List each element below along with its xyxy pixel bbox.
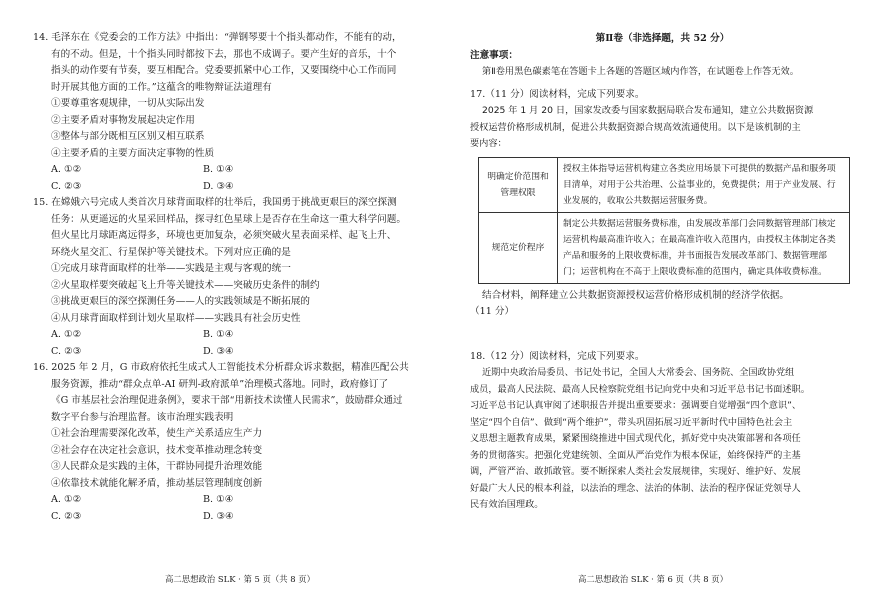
notice-text: 第Ⅱ卷用黑色碳素笔在答题卡上各题的答题区域内作答，在试题卷上作答无效。 bbox=[482, 66, 799, 77]
question-16 bbox=[33, 360, 438, 525]
table-row-label: 明确定价范围和管理权限 bbox=[479, 157, 558, 212]
q14-statement: ①要尊重客观规律，一切从实际出发 bbox=[51, 98, 205, 109]
q16-option-d: D. ③④ bbox=[203, 510, 234, 522]
q16-stem-line: 《G 市基层社会治理促进条例》，要求干部“用新技术读懂人民需求”，鼓励群众通过 bbox=[51, 395, 403, 406]
q16-stem-line: 16. 2025 年 2 月，G 市政府依托生成式人工智能技术分析群众诉求数据，精准匹配公共 bbox=[33, 362, 409, 373]
q14-statement: ④主要矛盾的主要方面决定事物的性质 bbox=[51, 147, 215, 159]
q15-option-b: B. ①④ bbox=[203, 329, 234, 340]
q18-material-line: 习近平总书记认真审阅了述职报告并提出重要要求：强调要自觉增强“四个意识”、 bbox=[470, 400, 802, 411]
q14-options-row bbox=[33, 162, 438, 179]
q15-stem-line: 15. 在嫦娥六号完成人类首次月球背面取样的壮举后，我国勇于挑战更艰巨的深空探测 bbox=[33, 197, 397, 208]
q16-option-a: A. ①② bbox=[51, 494, 82, 505]
q16-stem-line: 服务资源，推动“群众点单-AI 研判-政府派单”治理模式落地。同时，政府修订了 bbox=[51, 378, 389, 390]
q15-statement: ③挑战更艰巨的深空探测任务——人的实践领域是不断拓展的 bbox=[51, 296, 311, 307]
q17-intro-line: 授权运营价格形成机制，促进公共数据资源合规高效流通使用。以下是该机制的主 bbox=[470, 121, 801, 133]
q14-options-row bbox=[33, 179, 438, 196]
table-row-label: 规范定价程序 bbox=[479, 212, 558, 283]
q15-stem-line: 但火星比月球距离远得多，环境也更加复杂，必须突破火星表面采样、起飞上升、 bbox=[51, 230, 397, 241]
q16-options-row bbox=[33, 492, 438, 509]
q15-stem-line: 任务：从更遥远的火星采回样品，探寻红色星球上是否存在生命这一重大科学问题。 bbox=[51, 213, 406, 225]
q18-material-line: 民有效治国理政。 bbox=[470, 499, 544, 510]
q18-material-line: 坚定“四个自信”、做到“两个维护”，带头巩固拓展习近平新时代中国特色社会主 bbox=[470, 416, 793, 428]
q16-option-c: C. ②③ bbox=[51, 510, 82, 522]
q14-statement: ②主要矛盾对事物发展起决定作用 bbox=[51, 114, 195, 126]
q16-statement: ①社会治理需要深化改革，使生产关系适应生产力 bbox=[51, 428, 263, 439]
q14-statement: ③整体与部分既相互区别又相互联系 bbox=[51, 131, 205, 142]
q18-material-line: 成员，最高人民法院、最高人民检察院党组书记向党中央和习近平总书记书面述职。 bbox=[470, 383, 810, 395]
question-18 bbox=[470, 349, 855, 514]
q14-option-a: A. ①② bbox=[51, 164, 82, 175]
q16-statement: ③人民群众是实践的主体，干群协同提升治理效能 bbox=[51, 461, 263, 472]
q16-statement: ②社会存在决定社会意识，技术变革推动理念转变 bbox=[51, 444, 263, 456]
q15-options-row bbox=[33, 327, 438, 344]
q15-option-d: D. ③④ bbox=[203, 345, 234, 357]
q16-stem-line: 数字平台参与治理监督。该市治理实践表明 bbox=[51, 411, 234, 423]
section-title: 第Ⅱ卷（非选择题，共 52 分） bbox=[595, 33, 730, 44]
q14-option-d: D. ③④ bbox=[203, 180, 234, 192]
q18-material-line: 务的贯彻落实。把强化党建统领、全面从严治党作为根本保证，始终保持严的主基 bbox=[470, 449, 801, 461]
q14-option-b: B. ①④ bbox=[203, 164, 234, 175]
q18-material-line: 好最广大人民的根本利益，以法治的理念、法治的体制、法治的程序保证党领导人 bbox=[470, 482, 801, 494]
q15-statement: ①完成月球背面取样的壮举——实践是主观与客观的统一 bbox=[51, 263, 291, 274]
q18-heading: 18.（12 分）阅读材料，完成下列要求。 bbox=[470, 350, 645, 362]
q18-material-line: 调，严管严治、敢抓敢管。要不断探索人类社会发展规律，实现好、维护好、发展 bbox=[470, 466, 801, 477]
page-footer-left: 高二思想政治 SLK · 第 5 页（共 8 页） bbox=[165, 574, 316, 584]
q17-score: （11 分） bbox=[470, 306, 515, 317]
q15-stem-line: 环绕火星交汇、行星保护等关键技术。下列对应正确的是 bbox=[51, 246, 291, 258]
question-17 bbox=[470, 87, 855, 321]
table-row-text: 授权主体指导运营机构建立各类应用场景下可提供的数据产品和服务项目清单，对用于公共治理、公益事业的，免费提供；用于产业发展、行业发展的，收取公共数据运营服务费。 bbox=[558, 157, 850, 212]
table-row bbox=[479, 157, 850, 212]
table-row-text: 制定公共数据运营服务费标准，由发展改革部门会同数据管理部门核定运营机构最高准许收入；在最高准许收入范围内，由授权主体制定各类产品和服务的上限收费标准，并书面报告发展改革部门、数据管理部门；运营机构在不高于上限收费标准的范围内，确定具体收费标准。 bbox=[558, 212, 850, 283]
page-footer-right: 高二思想政治 SLK · 第 6 页（共 8 页） bbox=[578, 574, 729, 584]
q18-material-line: 义思想主题教育成果，紧紧围绕推进中国式现代化，抓好党中央决策部署和各项任 bbox=[470, 433, 801, 444]
mechanism-table bbox=[478, 157, 850, 284]
question-14 bbox=[33, 30, 438, 195]
q15-options-row bbox=[33, 344, 438, 361]
table-row bbox=[479, 212, 850, 283]
q14-stem-line: 时开展其他方面的工作。”这蕴含的唯物辩证法道理有 bbox=[51, 81, 272, 93]
q17-intro-line: 2025 年 1 月 20 日，国家发改委与国家数据局联合发布通知，建立公共数据资源 bbox=[482, 105, 814, 116]
q14-stem-line: 指头的动作要有节奏，要互相配合。党委要抓紧中心工作，又要围绕中心工作而同 bbox=[51, 65, 397, 76]
notice-title: 注意事项： bbox=[470, 50, 518, 61]
q17-intro-line: 要内容： bbox=[470, 138, 507, 149]
q16-statement: ④依靠技术就能化解矛盾，推动基层管理制度创新 bbox=[51, 477, 263, 489]
q16-option-b: B. ①④ bbox=[203, 494, 234, 505]
q14-option-c: C. ②③ bbox=[51, 180, 82, 192]
q18-material-line: 近期中央政治局委员、书记处书记，全国人大常委会、国务院、全国政协党组 bbox=[482, 367, 795, 378]
q15-statement: ④从月球背面取样到计划火星取样——实践具有社会历史性 bbox=[51, 312, 301, 324]
q15-option-a: A. ①② bbox=[51, 329, 82, 340]
q14-stem-line: 14. 毛泽东在《党委会的工作方法》中指出：“弹钢琴要十个指头都动作，不能有的动， bbox=[33, 32, 402, 43]
q16-options-row bbox=[33, 509, 438, 526]
question-15 bbox=[33, 195, 438, 360]
q17-question: 结合材料，阐释建立公共数据资源授权运营价格形成机制的经济学依据。 bbox=[482, 289, 789, 301]
left-page bbox=[33, 30, 438, 525]
q15-option-c: C. ②③ bbox=[51, 345, 82, 357]
q15-statement: ②火星取样要突破起飞上升等关键技术——突破历史条件的制约 bbox=[51, 279, 320, 291]
q14-stem-line: 有的不动。但是，十个指头同时都按下去，那也不成调子。要产生好的音乐，十个 bbox=[51, 48, 397, 60]
q17-heading: 17.（11 分）阅读材料，完成下列要求。 bbox=[470, 88, 645, 100]
right-page bbox=[470, 30, 855, 514]
